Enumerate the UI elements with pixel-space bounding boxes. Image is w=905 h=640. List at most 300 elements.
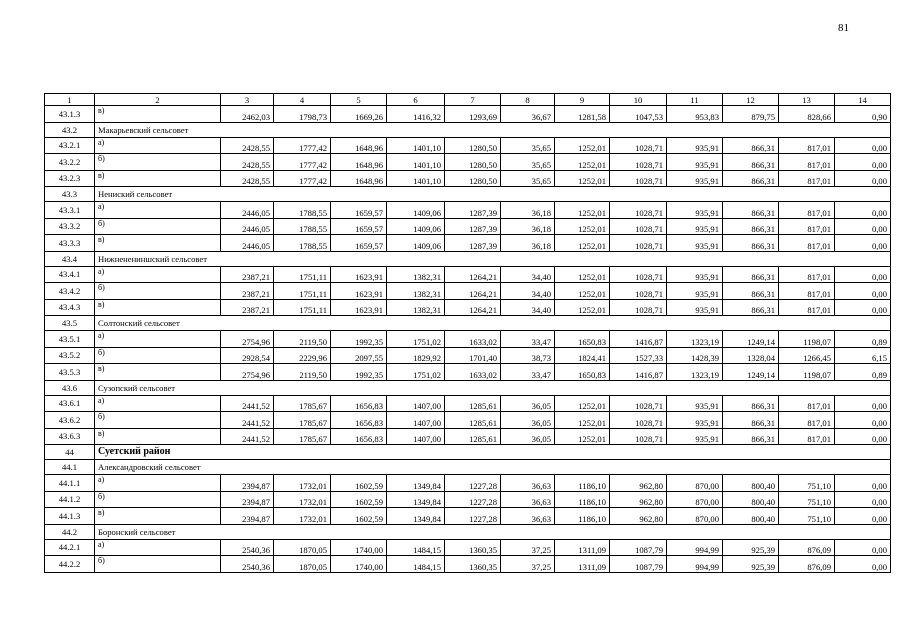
table-row: [45, 428, 891, 445]
value-cell: 0,00: [835, 137, 891, 154]
value-cell: 1656,83: [331, 428, 387, 445]
value-cell: 2394,87: [221, 508, 274, 525]
table-row: [45, 364, 891, 381]
value-cell: 1602,59: [331, 491, 387, 508]
value-cell: 866,31: [723, 266, 779, 283]
value-cell: 800,40: [723, 475, 779, 492]
value-cell: 1227,28: [445, 491, 501, 508]
value-cell: 1287,39: [445, 218, 501, 235]
table-row: [45, 266, 891, 283]
value-cell: 2446,05: [221, 202, 274, 219]
value-cell: 1623,91: [331, 266, 387, 283]
row-variant: б): [95, 556, 221, 573]
value-cell: 935,91: [667, 412, 723, 429]
value-cell: 2387,21: [221, 299, 274, 316]
row-code: 44.2.2: [45, 556, 95, 573]
value-cell: 1656,83: [331, 395, 387, 412]
value-cell: 38,73: [501, 347, 555, 364]
value-cell: 1028,71: [610, 299, 667, 316]
value-cell: 1028,71: [610, 283, 667, 300]
value-cell: 935,91: [667, 299, 723, 316]
value-cell: 2928,54: [221, 347, 274, 364]
value-cell: 1028,71: [610, 395, 667, 412]
value-cell: 0,00: [835, 412, 891, 429]
table-row: [45, 218, 891, 235]
value-cell: 870,00: [667, 508, 723, 525]
value-cell: 1028,71: [610, 202, 667, 219]
value-cell: 1287,39: [445, 235, 501, 252]
table-row: [45, 491, 891, 508]
row-code: 44.2.1: [45, 539, 95, 556]
value-cell: 0,00: [835, 395, 891, 412]
row-code: 43.5.1: [45, 331, 95, 348]
row-variant: б): [95, 154, 221, 171]
row-code: 43.6: [45, 380, 95, 395]
value-cell: 817,01: [779, 235, 835, 252]
value-cell: 36,18: [501, 218, 555, 235]
value-cell: 866,31: [723, 202, 779, 219]
value-cell: 2540,36: [221, 556, 274, 573]
value-cell: 0,00: [835, 154, 891, 171]
value-cell: 1349,84: [387, 508, 445, 525]
row-code: 43.6.2: [45, 412, 95, 429]
value-cell: 1087,79: [610, 539, 667, 556]
value-cell: 817,01: [779, 266, 835, 283]
value-cell: 1659,57: [331, 235, 387, 252]
value-cell: 1650,83: [555, 331, 610, 348]
value-cell: 1732,01: [274, 475, 331, 492]
value-cell: 828,66: [779, 106, 835, 123]
value-cell: 1382,31: [387, 283, 445, 300]
value-cell: 1382,31: [387, 266, 445, 283]
section-row: [45, 316, 891, 331]
row-variant: в): [95, 364, 221, 381]
value-cell: 866,31: [723, 283, 779, 300]
value-cell: 0,00: [835, 218, 891, 235]
value-cell: 1656,83: [331, 412, 387, 429]
table-row: [45, 331, 891, 348]
value-cell: 2387,21: [221, 266, 274, 283]
column-header: 7: [445, 94, 501, 106]
value-cell: 879,75: [723, 106, 779, 123]
value-cell: 953,83: [667, 106, 723, 123]
row-variant: в): [95, 508, 221, 525]
value-cell: 1227,28: [445, 508, 501, 525]
value-cell: 866,31: [723, 154, 779, 171]
value-cell: 0,00: [835, 266, 891, 283]
value-cell: 925,39: [723, 539, 779, 556]
value-cell: 1788,55: [274, 235, 331, 252]
section-title: Макарьевский сельсовет: [95, 122, 891, 137]
value-cell: 866,31: [723, 218, 779, 235]
table-row: [45, 508, 891, 525]
section-title: Нениский сельсовет: [95, 187, 891, 202]
value-cell: 36,63: [501, 475, 555, 492]
row-code: 43.5.3: [45, 364, 95, 381]
value-cell: 1484,15: [387, 539, 445, 556]
value-cell: 962,80: [610, 508, 667, 525]
row-variant: в): [95, 235, 221, 252]
value-cell: 1788,55: [274, 202, 331, 219]
section-title: Александровский сельсовет: [95, 460, 891, 475]
value-cell: 0,00: [835, 428, 891, 445]
column-header: 10: [610, 94, 667, 106]
row-code: 43.4: [45, 251, 95, 266]
value-cell: 1186,10: [555, 508, 610, 525]
row-code: 43.2.3: [45, 170, 95, 187]
value-cell: 1407,00: [387, 412, 445, 429]
column-header: 1: [45, 94, 95, 106]
value-cell: 1751,11: [274, 283, 331, 300]
value-cell: 37,25: [501, 539, 555, 556]
value-cell: 1252,01: [555, 235, 610, 252]
column-header: 3: [221, 94, 274, 106]
row-code: 43.4.3: [45, 299, 95, 316]
table-row: [45, 235, 891, 252]
value-cell: 1751,11: [274, 266, 331, 283]
value-cell: 1648,96: [331, 154, 387, 171]
value-cell: 1028,71: [610, 412, 667, 429]
value-cell: 1227,28: [445, 475, 501, 492]
table-body: [45, 94, 891, 573]
value-cell: 2441,52: [221, 428, 274, 445]
value-cell: 1311,09: [555, 556, 610, 573]
column-header: 4: [274, 94, 331, 106]
value-cell: 1416,87: [610, 364, 667, 381]
value-cell: 925,39: [723, 556, 779, 573]
value-cell: 1264,21: [445, 299, 501, 316]
value-cell: 1028,71: [610, 170, 667, 187]
value-cell: 1870,05: [274, 539, 331, 556]
value-cell: 1360,35: [445, 539, 501, 556]
row-variant: в): [95, 299, 221, 316]
value-cell: 0,00: [835, 170, 891, 187]
value-cell: 1829,92: [387, 347, 445, 364]
value-cell: 0,89: [835, 364, 891, 381]
row-variant: а): [95, 202, 221, 219]
value-cell: 36,63: [501, 508, 555, 525]
value-cell: 2119,50: [274, 331, 331, 348]
value-cell: 866,31: [723, 299, 779, 316]
value-cell: 817,01: [779, 137, 835, 154]
value-cell: 962,80: [610, 475, 667, 492]
value-cell: 935,91: [667, 428, 723, 445]
value-cell: 1028,71: [610, 218, 667, 235]
page-number: 81: [838, 22, 849, 34]
value-cell: 1028,71: [610, 235, 667, 252]
value-cell: 1252,01: [555, 283, 610, 300]
value-cell: 1252,01: [555, 137, 610, 154]
section-title: Нижненениншский сельсовет: [95, 251, 891, 266]
value-cell: 866,31: [723, 428, 779, 445]
value-cell: 36,63: [501, 491, 555, 508]
value-cell: 1659,57: [331, 202, 387, 219]
value-cell: 2428,55: [221, 154, 274, 171]
tariff-table: [44, 93, 891, 573]
value-cell: 1360,35: [445, 556, 501, 573]
row-code: 43.3.2: [45, 218, 95, 235]
value-cell: 6,15: [835, 347, 891, 364]
value-cell: 1785,67: [274, 395, 331, 412]
column-header: 11: [667, 94, 723, 106]
value-cell: 0,00: [835, 556, 891, 573]
value-cell: 36,05: [501, 395, 555, 412]
value-cell: 0,89: [835, 331, 891, 348]
value-cell: 866,31: [723, 395, 779, 412]
value-cell: 817,01: [779, 395, 835, 412]
value-cell: 2119,50: [274, 364, 331, 381]
value-cell: 1751,02: [387, 364, 445, 381]
section-row: [45, 122, 891, 137]
row-code: 43.2.2: [45, 154, 95, 171]
section-title: Солтонский сельсовет: [95, 316, 891, 331]
value-cell: 1264,21: [445, 283, 501, 300]
section-row: [45, 251, 891, 266]
value-cell: 1323,19: [667, 331, 723, 348]
value-cell: 1198,07: [779, 364, 835, 381]
value-cell: 751,10: [779, 475, 835, 492]
value-cell: 866,31: [723, 137, 779, 154]
row-code: 44.1.2: [45, 491, 95, 508]
value-cell: 994,99: [667, 539, 723, 556]
district-title: Суетский район: [95, 445, 891, 460]
value-cell: 2229,96: [274, 347, 331, 364]
value-cell: 1186,10: [555, 475, 610, 492]
value-cell: 1028,71: [610, 154, 667, 171]
value-cell: 2462,03: [221, 106, 274, 123]
value-cell: 866,31: [723, 235, 779, 252]
value-cell: 35,65: [501, 154, 555, 171]
value-cell: 0,00: [835, 299, 891, 316]
table-row: [45, 202, 891, 219]
value-cell: 1252,01: [555, 412, 610, 429]
value-cell: 1266,45: [779, 347, 835, 364]
table-row: [45, 106, 891, 123]
section-row: [45, 524, 891, 539]
value-cell: 1798,73: [274, 106, 331, 123]
value-cell: 1788,55: [274, 218, 331, 235]
value-cell: 36,18: [501, 235, 555, 252]
value-cell: 866,31: [723, 412, 779, 429]
row-code: 43.3.3: [45, 235, 95, 252]
row-code: 44.1: [45, 460, 95, 475]
value-cell: 2428,55: [221, 170, 274, 187]
value-cell: 1870,05: [274, 556, 331, 573]
value-cell: 935,91: [667, 283, 723, 300]
value-cell: 935,91: [667, 202, 723, 219]
column-header: 12: [723, 94, 779, 106]
value-cell: 817,01: [779, 170, 835, 187]
value-cell: 34,40: [501, 266, 555, 283]
value-cell: 1409,06: [387, 202, 445, 219]
row-code: 43.4.2: [45, 283, 95, 300]
section-title: Боронский сельсовет: [95, 524, 891, 539]
value-cell: 1280,50: [445, 170, 501, 187]
value-cell: 1650,83: [555, 364, 610, 381]
value-cell: 1252,01: [555, 299, 610, 316]
value-cell: 1280,50: [445, 137, 501, 154]
value-cell: 1252,01: [555, 395, 610, 412]
table-row: [45, 299, 891, 316]
value-cell: 751,10: [779, 491, 835, 508]
value-cell: 2754,96: [221, 364, 274, 381]
table-row: [45, 137, 891, 154]
column-header: 6: [387, 94, 445, 106]
table-row: [45, 539, 891, 556]
table-row: [45, 347, 891, 364]
value-cell: 1252,01: [555, 428, 610, 445]
value-cell: 1252,01: [555, 218, 610, 235]
row-variant: а): [95, 331, 221, 348]
column-header: 14: [835, 94, 891, 106]
value-cell: 1186,10: [555, 491, 610, 508]
value-cell: 817,01: [779, 428, 835, 445]
value-cell: 817,01: [779, 299, 835, 316]
value-cell: 1648,96: [331, 137, 387, 154]
value-cell: 962,80: [610, 491, 667, 508]
value-cell: 1087,79: [610, 556, 667, 573]
value-cell: 1285,61: [445, 395, 501, 412]
value-cell: 1701,40: [445, 347, 501, 364]
value-cell: 1633,02: [445, 331, 501, 348]
table-row: [45, 475, 891, 492]
value-cell: 0,00: [835, 202, 891, 219]
column-number-row: [45, 94, 891, 106]
value-cell: 935,91: [667, 154, 723, 171]
value-cell: 1401,10: [387, 170, 445, 187]
value-cell: 800,40: [723, 508, 779, 525]
value-cell: 34,40: [501, 283, 555, 300]
row-variant: а): [95, 475, 221, 492]
value-cell: 0,90: [835, 106, 891, 123]
value-cell: 1028,71: [610, 428, 667, 445]
value-cell: 36,05: [501, 412, 555, 429]
value-cell: 0,00: [835, 475, 891, 492]
value-cell: 1602,59: [331, 508, 387, 525]
value-cell: 36,67: [501, 106, 555, 123]
value-cell: 0,00: [835, 539, 891, 556]
row-variant: в): [95, 106, 221, 123]
value-cell: 37,25: [501, 556, 555, 573]
value-cell: 1659,57: [331, 218, 387, 235]
value-cell: 1416,32: [387, 106, 445, 123]
value-cell: 1047,53: [610, 106, 667, 123]
value-cell: 935,91: [667, 266, 723, 283]
column-header: 8: [501, 94, 555, 106]
value-cell: 0,00: [835, 283, 891, 300]
row-variant: а): [95, 266, 221, 283]
row-code: 44.1.1: [45, 475, 95, 492]
section-row: [45, 460, 891, 475]
value-cell: 2428,55: [221, 137, 274, 154]
value-cell: 0,00: [835, 508, 891, 525]
value-cell: 1285,61: [445, 428, 501, 445]
value-cell: 1198,07: [779, 331, 835, 348]
value-cell: 2097,55: [331, 347, 387, 364]
row-code: 43.3: [45, 187, 95, 202]
value-cell: 1824,41: [555, 347, 610, 364]
table-row: [45, 283, 891, 300]
value-cell: 2441,52: [221, 395, 274, 412]
value-cell: 2394,87: [221, 475, 274, 492]
value-cell: 2446,05: [221, 218, 274, 235]
table-row: [45, 395, 891, 412]
row-code: 43.1.3: [45, 106, 95, 123]
row-variant: б): [95, 218, 221, 235]
value-cell: 1401,10: [387, 154, 445, 171]
value-cell: 817,01: [779, 283, 835, 300]
value-cell: 1527,33: [610, 347, 667, 364]
value-cell: 1323,19: [667, 364, 723, 381]
row-variant: а): [95, 539, 221, 556]
value-cell: 1028,71: [610, 266, 667, 283]
value-cell: 1732,01: [274, 491, 331, 508]
row-variant: б): [95, 491, 221, 508]
table-row: [45, 170, 891, 187]
value-cell: 1264,21: [445, 266, 501, 283]
value-cell: 1409,06: [387, 218, 445, 235]
district-row: [45, 445, 891, 460]
value-cell: 994,99: [667, 556, 723, 573]
value-cell: 1623,91: [331, 283, 387, 300]
value-cell: 1740,00: [331, 539, 387, 556]
value-cell: 1382,31: [387, 299, 445, 316]
value-cell: 1751,02: [387, 331, 445, 348]
value-cell: 2387,21: [221, 283, 274, 300]
value-cell: 0,00: [835, 491, 891, 508]
row-code: 43.5: [45, 316, 95, 331]
value-cell: 935,91: [667, 170, 723, 187]
section-title: Сузопский сельсовет: [95, 380, 891, 395]
value-cell: 36,18: [501, 202, 555, 219]
value-cell: 817,01: [779, 202, 835, 219]
row-variant: а): [95, 395, 221, 412]
value-cell: 2754,96: [221, 331, 274, 348]
value-cell: 35,65: [501, 170, 555, 187]
row-code: 43.2: [45, 122, 95, 137]
row-variant: а): [95, 137, 221, 154]
value-cell: 1602,59: [331, 475, 387, 492]
value-cell: 1648,96: [331, 170, 387, 187]
value-cell: 1249,14: [723, 364, 779, 381]
row-variant: б): [95, 347, 221, 364]
value-cell: 1401,10: [387, 137, 445, 154]
value-cell: 1669,26: [331, 106, 387, 123]
value-cell: 935,91: [667, 395, 723, 412]
column-header: 2: [95, 94, 221, 106]
column-header: 5: [331, 94, 387, 106]
value-cell: 876,09: [779, 539, 835, 556]
value-cell: 1349,84: [387, 491, 445, 508]
value-cell: 866,31: [723, 170, 779, 187]
value-cell: 817,01: [779, 154, 835, 171]
value-cell: 1484,15: [387, 556, 445, 573]
value-cell: 1349,84: [387, 475, 445, 492]
row-code: 43.2.1: [45, 137, 95, 154]
value-cell: 33,47: [501, 364, 555, 381]
value-cell: 1416,87: [610, 331, 667, 348]
value-cell: 751,10: [779, 508, 835, 525]
row-code: 43.4.1: [45, 266, 95, 283]
value-cell: 1287,39: [445, 202, 501, 219]
value-cell: 870,00: [667, 491, 723, 508]
row-code: 43.5.2: [45, 347, 95, 364]
value-cell: 1280,50: [445, 154, 501, 171]
table-row: [45, 412, 891, 429]
value-cell: 1281,58: [555, 106, 610, 123]
value-cell: 33,47: [501, 331, 555, 348]
value-cell: 1777,42: [274, 137, 331, 154]
